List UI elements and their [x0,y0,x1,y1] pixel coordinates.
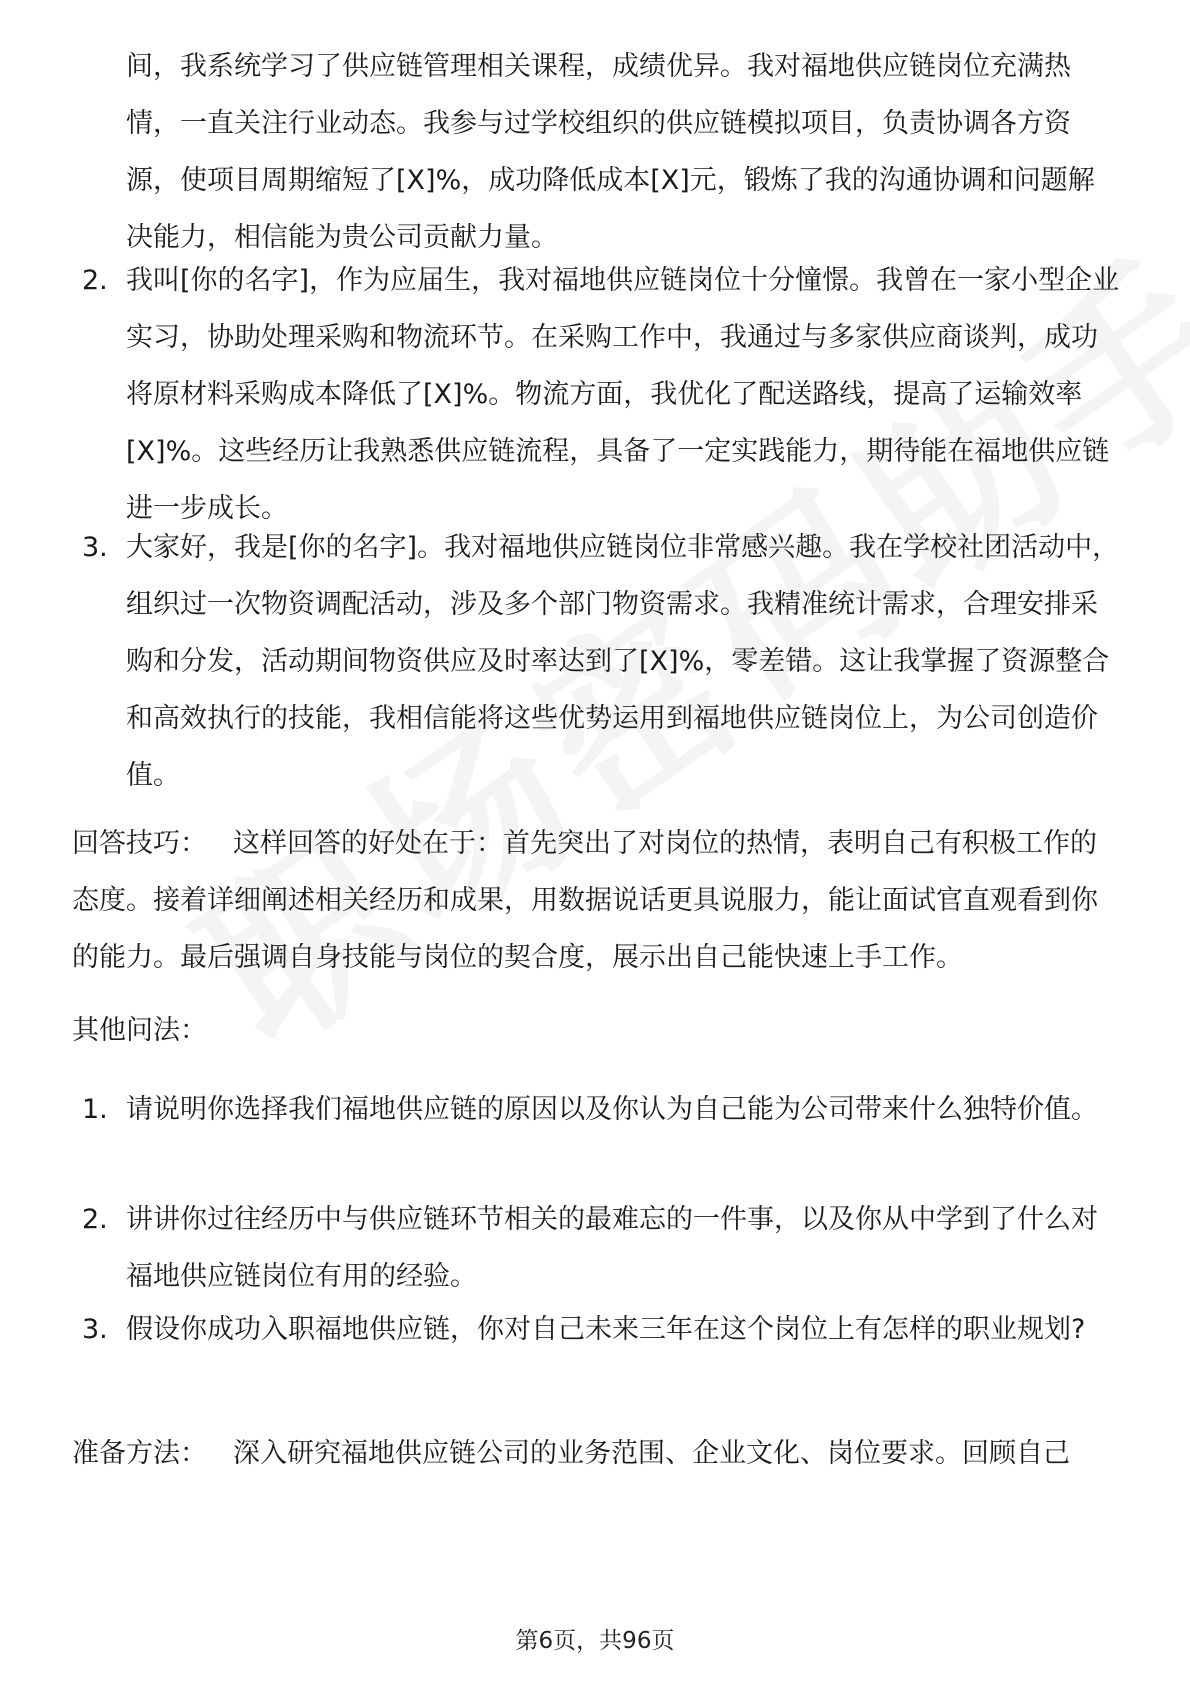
answer-tips [72,815,1120,986]
list-number: 1. [82,1094,108,1125]
list-number: 3. [82,1314,108,1345]
other-question-3 [72,1301,1120,1358]
preparation-method [72,1425,1120,1482]
list-item-text: 大家好，我是[你的名字]。我对福地供应链岗位非常感兴趣。我在学校社团活动中，组织过一次物资调配活动，涉及多个部门物资需求。我精准统计需求，合理安排采购和分发，活动期间物资供应及时率达到了[X]%，零差错。这让我掌握了资源整合和高效执行的技能，我相信能将这些优势运用到福地供应链岗位上，为公司创造价值。 [126,532,1120,791]
list-item-text: 我叫[你的名字]，作为应届生，我对福地供应链岗位十分憧憬。我曾在一家小型企业实习，协助处理采购和物流环节。在采购工作中，我通过与多家供应商谈判，成功将原材料采购成本降低了[X]%。物流方面，我优化了配送路线，提高了运输效率[X]%。这些经历让我熟悉供应链流程，具备了一定实践能力，期待能在福地供应链进一步成长。 [126,265,1120,524]
prep-label: 准备方法： [72,1438,207,1469]
answer-item-2 [72,252,1120,537]
list-number: 2. [82,1204,108,1235]
list-item-text: 假设你成功入职福地供应链，你对自己未来三年在这个岗位上有怎样的职业规划? [126,1314,1086,1345]
prep-text: 深入研究福地供应链公司的业务范围、企业文化、岗位要求。回顾自己 [233,1438,1070,1469]
other-questions-heading: 其他问法： [72,1015,207,1046]
answer-1-continuation: 间，我系统学习了供应链管理相关课程，成绩优异。我对福地供应链岗位充满热情，一直关注行业动态。我参与过学校组织的供应链模拟项目，负责协调各方资源，使项目周期缩短了[X]%，成功降低成本[X]元，锻炼了我的沟通协调和问题解决能力，相信能为贵公司贡献力量。 [126,51,1095,253]
list-item-text: 讲讲你过往经历中与供应链环节相关的最难忘的一件事，以及你从中学到了什么对福地供应链岗位有用的经验。 [126,1204,1098,1292]
other-question-1 [72,1081,1120,1138]
list-number: 2. [82,265,108,296]
answer-item-3 [72,519,1120,804]
page-footer: 第6页，共96页 [515,1628,675,1654]
tips-text: 这样回答的好处在于：首先突出了对岗位的热情，表明自己有积极工作的态度。接着详细阐述相关经历和成果，用数据说话更具说服力，能让面试官直观看到你的能力。最后强调自身技能与岗位的契合度，展示出自己能快速上手工作。 [72,828,1098,973]
list-number: 3. [82,532,108,563]
other-question-2 [72,1191,1120,1305]
list-item-text: 请说明你选择我们福地供应链的原因以及你认为自己能为公司带来什么独特价值。 [126,1094,1098,1125]
tips-label: 回答技巧： [72,828,207,859]
